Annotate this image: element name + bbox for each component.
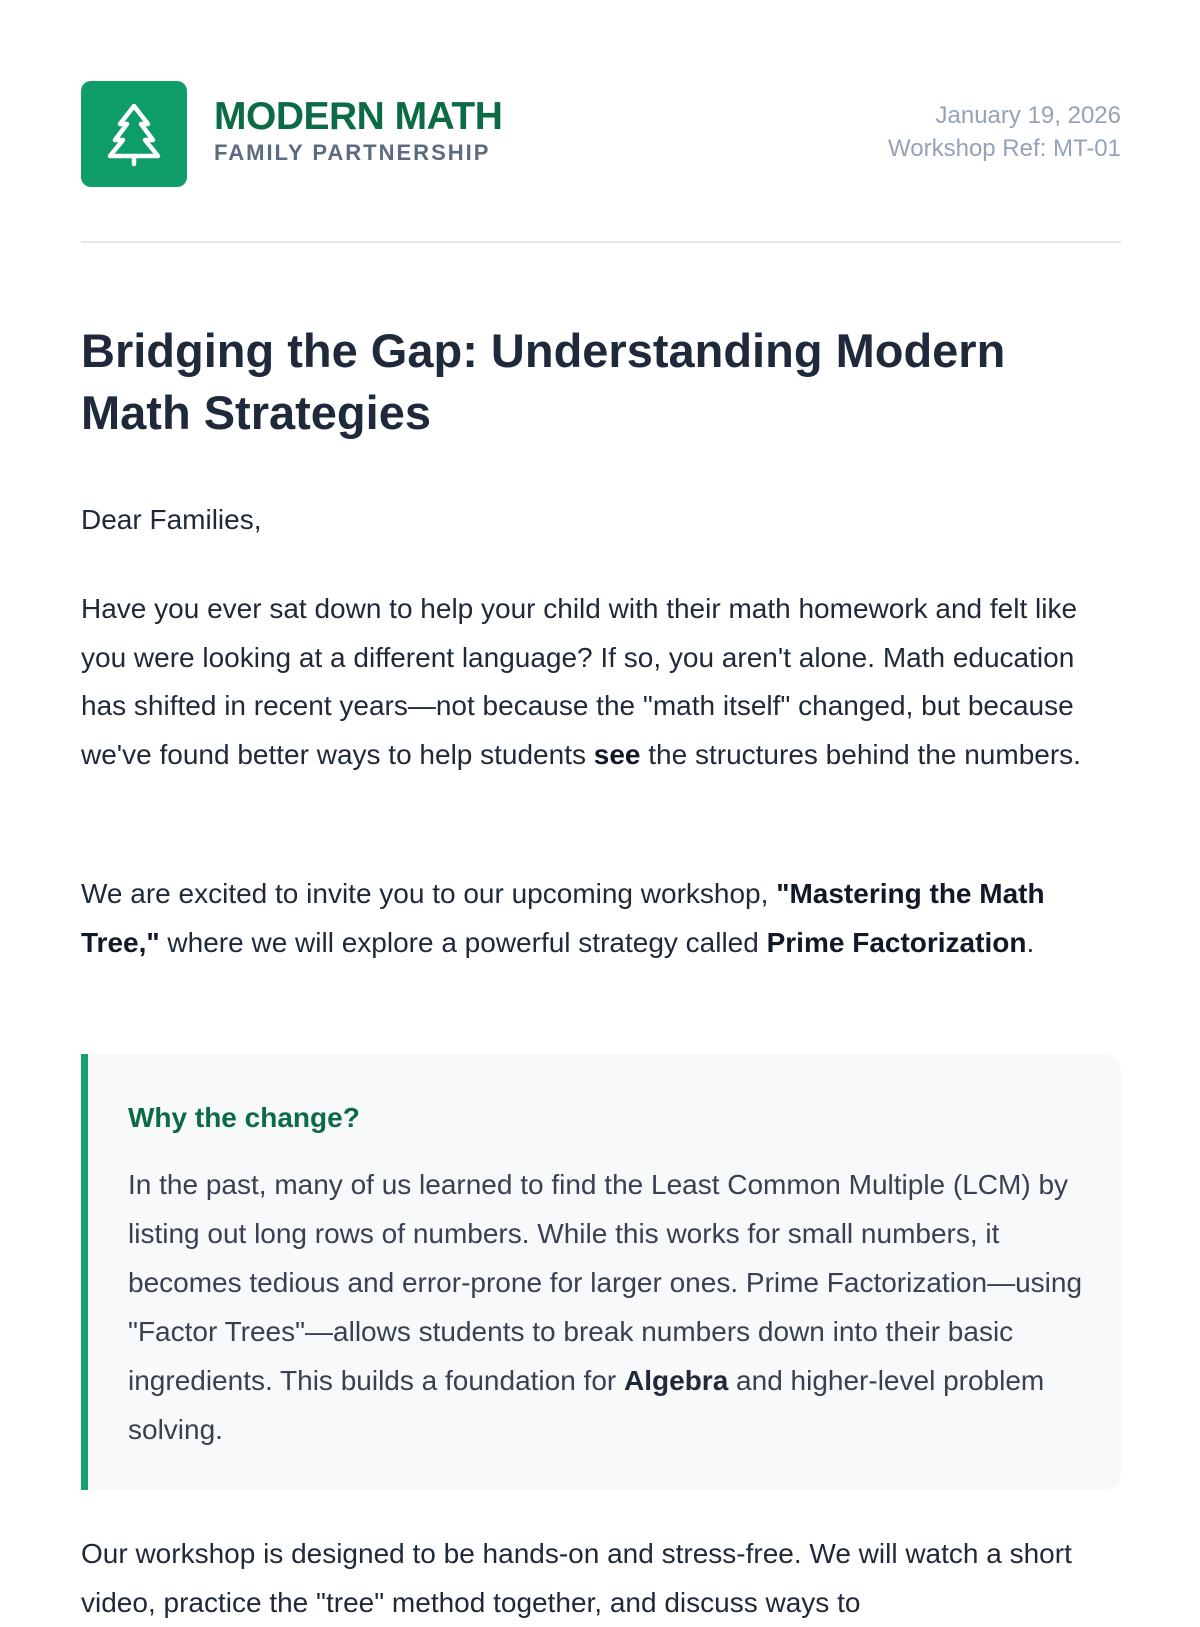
document-page (81, 0, 1121, 1618)
document-meta (888, 99, 1121, 165)
workshop-ref: Workshop Ref: MT-01 (888, 135, 1121, 162)
tree-icon (106, 102, 162, 166)
invite-text-b: where we will explore a powerful strategy called (159, 926, 767, 958)
invite-text-c: . (1026, 926, 1035, 958)
strategy-name: Prime Factorization (766, 926, 1027, 958)
document-date: January 19, 2026 (935, 102, 1121, 129)
logo (81, 81, 187, 187)
callout-bold-algebra: Algebra (624, 1365, 729, 1396)
intro-text-b: the structures behind the numbers. (640, 738, 1081, 770)
header (81, 81, 1121, 187)
callout-title: Why the change? (128, 1102, 360, 1133)
intro-bold-see: see (593, 738, 641, 770)
callout-text (128, 1160, 1088, 1454)
callout-box (81, 1054, 1121, 1490)
brand-name: MODERN MATH (214, 95, 503, 138)
intro-text-a: Have you ever sat down to help your child with their math homework and felt like you were looking at a different language? If so, you aren't alone. Math education has shifted in recent years—not because the "math itself" changed, but because we've found better ways to help students (81, 593, 1078, 770)
invite-text-a: We are excited to invite you to our upcoming workshop, (81, 878, 777, 909)
page-title: Bridging the Gap: Understanding Modern Math Strategies (81, 324, 1006, 439)
invite-paragraph (81, 870, 1121, 967)
workshop-name: "Mastering the Math Tree," (81, 878, 1045, 958)
callout-text-b: and higher-level problem solving. (128, 1365, 1045, 1445)
brand-subtitle: FAMILY PARTNERSHIP (214, 140, 491, 165)
greeting: Dear Families, (81, 504, 262, 535)
intro-paragraph (81, 585, 1121, 779)
header-divider (81, 241, 1121, 243)
workshop-paragraph: Our workshop is designed to be hands-on and stress-free. We will watch a short video, practice the "tree" method together, and discuss ways to (81, 1538, 1072, 1618)
callout-text-a: In the past, many of us learned to find the Least Common Multiple (LCM) by listing out long rows of numbers. While this works for small numbers, it becomes tedious and error-prone for larger ones. Prime Factorization—using "Factor Trees"—allows students to break numbers down into their basic ingredients. This builds a foundation for (128, 1169, 1083, 1396)
brand (214, 95, 502, 167)
